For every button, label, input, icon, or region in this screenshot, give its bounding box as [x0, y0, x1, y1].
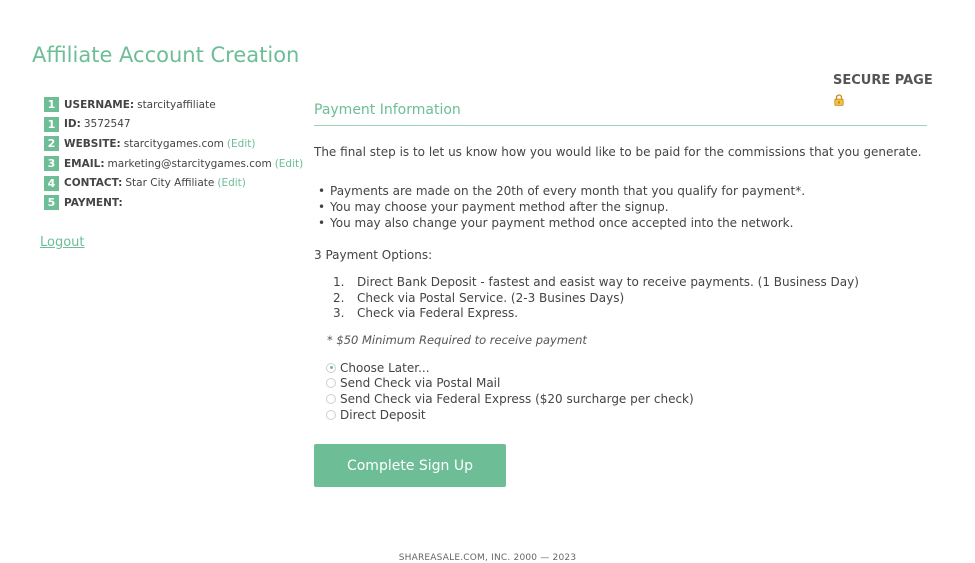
- radio-choose-later[interactable]: [326, 360, 694, 376]
- section-title: Payment Information: [314, 102, 461, 118]
- list-item: [333, 291, 859, 307]
- edit-contact-link[interactable]: (Edit): [217, 177, 246, 190]
- option-text: Direct Bank Deposit - fastest and easist way to receive payments. (1 Business Day): [357, 275, 859, 289]
- step-value: Star City Affiliate: [125, 177, 215, 190]
- list-item: [333, 306, 859, 322]
- minimum-payment-note: * $50 Minimum Required to receive payment: [327, 333, 587, 347]
- option-number: 1.: [333, 275, 345, 289]
- step-username: [44, 95, 303, 115]
- payment-notes-list: [318, 183, 805, 231]
- list-item: • Payments are made on the 20th of every month that you qualify for payment*.: [318, 183, 805, 199]
- payment-method-radio-group: [326, 360, 694, 422]
- step-label: EMAIL:: [64, 157, 105, 170]
- radio-direct-deposit[interactable]: [326, 407, 694, 423]
- step-number-badge: 1: [44, 117, 59, 132]
- radio-button[interactable]: [326, 378, 336, 388]
- list-item: [333, 275, 859, 291]
- step-number-badge: 5: [44, 195, 59, 210]
- radio-button[interactable]: [326, 410, 336, 420]
- radio-label[interactable]: Send Check via Federal Express ($20 surcharge per check): [340, 391, 694, 406]
- section-divider: [314, 125, 927, 126]
- step-number-badge: 2: [44, 136, 59, 151]
- radio-button[interactable]: [326, 394, 336, 404]
- radio-label[interactable]: Direct Deposit: [340, 407, 426, 422]
- intro-text: The final step is to let us know how you would like to be paid for the commissions that you generate.: [314, 145, 922, 159]
- signup-steps: [44, 95, 303, 213]
- step-number-badge: 1: [44, 97, 59, 112]
- page-title: Affiliate Account Creation: [32, 43, 300, 67]
- list-item: • You may choose your payment method after the signup.: [318, 199, 805, 215]
- step-label: WEBSITE:: [64, 137, 121, 150]
- lock-icon: [834, 91, 844, 110]
- step-number-badge: 3: [44, 156, 59, 171]
- option-number: 2.: [333, 290, 345, 305]
- payment-options-list: [333, 275, 859, 322]
- radio-federal-express[interactable]: [326, 391, 694, 407]
- radio-button[interactable]: [326, 363, 336, 373]
- radio-label[interactable]: Send Check via Postal Mail: [340, 376, 501, 391]
- edit-email-link[interactable]: (Edit): [274, 157, 304, 170]
- step-label: PAYMENT:: [64, 196, 123, 209]
- step-value: 3572547: [83, 118, 131, 131]
- secure-page-label: SECURE PAGE: [833, 73, 933, 88]
- logout-link[interactable]: Logout: [40, 235, 85, 250]
- step-contact: [44, 173, 303, 193]
- step-value: starcitygames.com: [123, 137, 224, 150]
- list-item: • You may also change your payment method once accepted into the network.: [318, 215, 805, 231]
- payment-options-heading: 3 Payment Options:: [314, 248, 433, 262]
- step-label: USERNAME:: [64, 98, 135, 111]
- step-value: marketing@starcitygames.com: [107, 157, 272, 170]
- footer-copyright: SHAREASALE.COM, INC. 2000 — 2023: [398, 553, 577, 563]
- edit-website-link[interactable]: (Edit): [226, 137, 256, 150]
- step-label: ID:: [64, 118, 81, 131]
- step-email: [44, 154, 303, 174]
- radio-label[interactable]: Choose Later...: [340, 360, 430, 375]
- option-number: 3.: [333, 306, 345, 320]
- step-number-badge: 4: [44, 176, 59, 191]
- step-label: CONTACT:: [64, 177, 123, 190]
- complete-sign-up-button[interactable]: Complete Sign Up: [314, 444, 506, 487]
- option-text: Check via Federal Express.: [357, 306, 519, 320]
- radio-postal-mail[interactable]: [326, 376, 694, 392]
- step-id: [44, 115, 303, 135]
- step-website: [44, 134, 303, 154]
- step-value: starcityaffiliate: [137, 98, 216, 111]
- option-text: Check via Postal Service. (2-3 Busines Days): [357, 290, 625, 305]
- step-payment: [44, 193, 303, 213]
